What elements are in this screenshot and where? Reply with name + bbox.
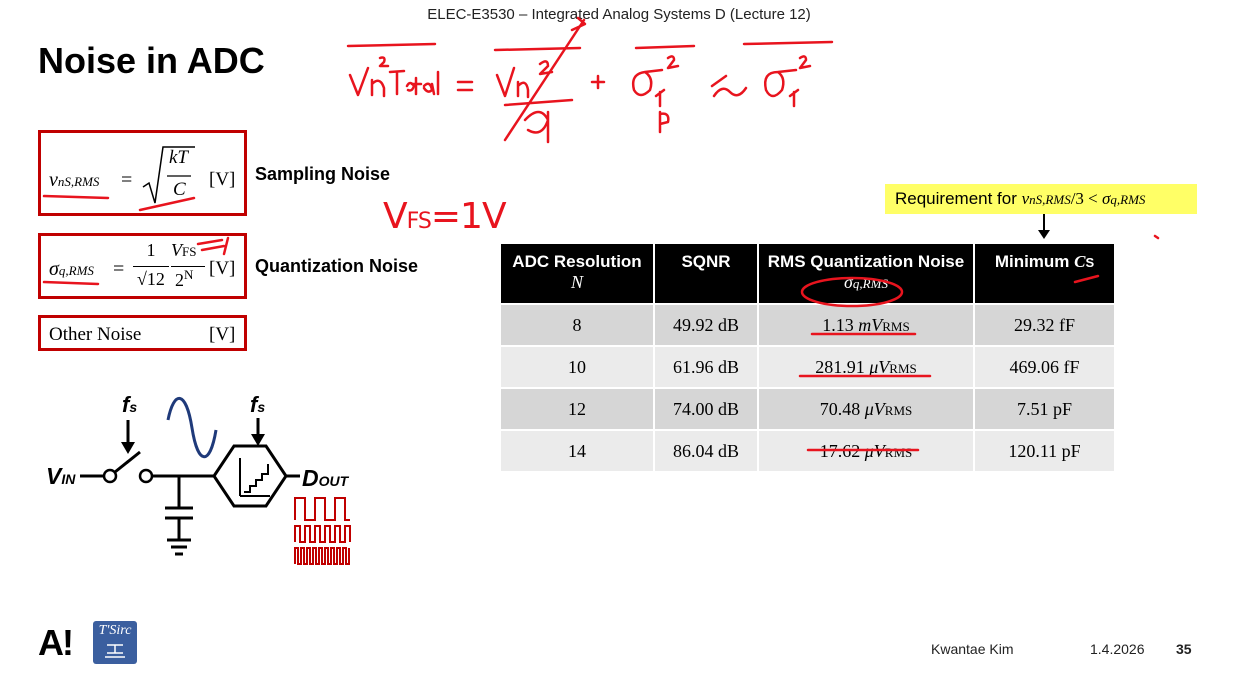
cell-rms: 17.62 μVRMS	[758, 430, 974, 471]
table-row	[501, 430, 1114, 471]
author: Kwantae Kim	[931, 641, 1014, 657]
digital-waveform-icon	[295, 548, 349, 564]
course-header: ELEC-E3530 – Integrated Analog Systems D (Lecture 12)	[427, 6, 811, 23]
cell-sqnr: 86.04 dB	[654, 430, 758, 471]
digital-waveform-icon	[295, 498, 350, 520]
sampling-den: C	[173, 179, 186, 200]
sampling-noise-formula: vnS,RMS = kT C [V]	[38, 130, 247, 216]
table-row	[501, 388, 1114, 430]
sampling-num: kT	[169, 147, 188, 168]
other-noise-unit: [V]	[209, 324, 236, 345]
sampling-noise-label: Sampling Noise	[255, 164, 391, 184]
fs-label-right: fs	[250, 392, 266, 417]
table-row	[501, 346, 1114, 388]
sine-wave-icon	[168, 398, 216, 456]
switch-terminal	[104, 470, 116, 482]
frac2-den: $2^N$	[175, 267, 194, 290]
header-rms-noise: RMS Quantization Noise σq,RMS	[758, 244, 974, 304]
date: 1.4.2026	[1090, 641, 1145, 657]
other-noise-text: Other Noise	[49, 324, 142, 345]
switch-blade	[115, 452, 140, 472]
switch-terminal	[140, 470, 152, 482]
cell-cs: 120.11 pF	[974, 430, 1114, 471]
frac1-num: 1	[146, 240, 156, 260]
quant-unit: [V]	[209, 258, 236, 279]
frac1-den: √12	[137, 269, 165, 289]
header-sqnr: SQNR	[654, 244, 758, 304]
quantization-noise-formula: σq,RMS = 1 √12 VFS $2^N$ [V]	[38, 233, 247, 299]
fs-label-left: fs	[122, 392, 138, 417]
cell-sqnr: 61.96 dB	[654, 346, 758, 388]
cell-cs: 469.06 fF	[974, 346, 1114, 388]
cell-sqnr: 49.92 dB	[654, 304, 758, 346]
other-noise-box	[38, 315, 247, 351]
digital-waveform-icon	[295, 526, 350, 542]
cell-rms: 70.48 μVRMS	[758, 388, 974, 430]
cell-cs: 29.32 fF	[974, 304, 1114, 346]
slide-title: Noise in ADC	[38, 40, 265, 81]
cell-n: 12	[501, 388, 654, 430]
header-resolution: ADC Resolution N	[501, 244, 654, 304]
chip-icon	[93, 639, 137, 659]
cell-rms: 1.13 mVRMS	[758, 304, 974, 346]
header-min-cs: Minimum CS	[974, 244, 1114, 304]
cell-cs: 7.51 pF	[974, 388, 1114, 430]
vfs-annotation: VFS=1V	[383, 196, 506, 237]
tsirc-logo: T'Sirc	[93, 621, 137, 664]
dout-label: DOUT	[302, 465, 349, 491]
aalto-logo: A!	[38, 622, 72, 663]
cell-n: 8	[501, 304, 654, 346]
vin-label: VIN	[46, 463, 76, 489]
requirement-arrow	[1034, 214, 1054, 240]
cell-rms: 281.91 μVRMS	[758, 346, 974, 388]
quant-lhs: σq,RMS	[49, 258, 94, 280]
adc-noise-table	[501, 244, 1114, 471]
requirement-highlight: Requirement for vnS,RMS/3 < σq,RMS	[885, 184, 1197, 214]
sampling-unit: [V]	[209, 169, 236, 190]
quantization-noise-label: Quantization Noise	[255, 256, 419, 276]
table-row	[501, 304, 1114, 346]
cell-n: 14	[501, 430, 654, 471]
page-number: 35	[1176, 641, 1192, 657]
frac2-num: VFS	[171, 240, 197, 260]
cell-n: 10	[501, 346, 654, 388]
cell-sqnr: 74.00 dB	[654, 388, 758, 430]
sampling-lhs: vnS,RMS	[49, 169, 100, 191]
